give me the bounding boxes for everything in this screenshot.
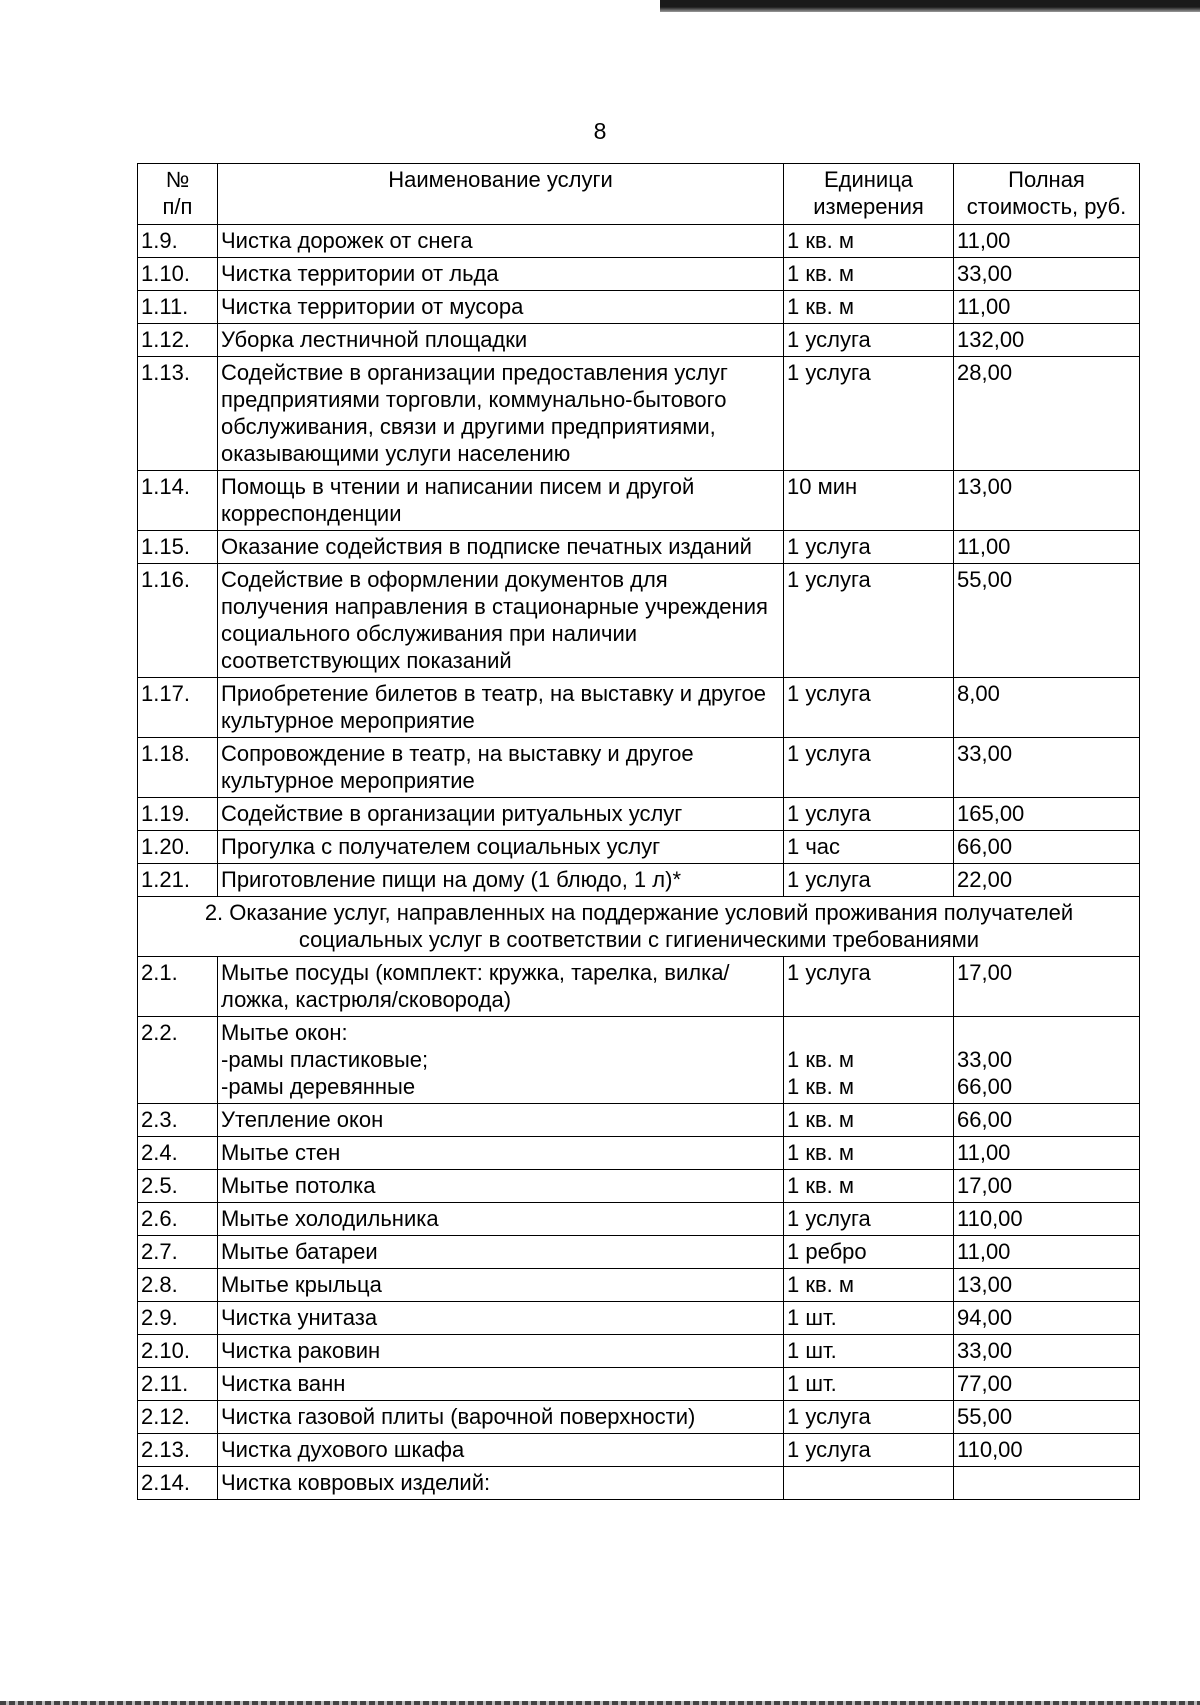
row-number: 2.3. bbox=[138, 1104, 218, 1137]
row-unit: 1 услуга bbox=[784, 564, 954, 678]
table-row bbox=[138, 1104, 1140, 1137]
table-row bbox=[138, 1137, 1140, 1170]
row-service-name: Чистка ванн bbox=[218, 1368, 784, 1401]
row-number: 1.17. bbox=[138, 678, 218, 738]
row-service-name: Помощь в чтении и написании писем и другой корреспонденции bbox=[218, 471, 784, 531]
row-service-name: Чистка газовой плиты (варочной поверхности) bbox=[218, 1401, 784, 1434]
row-service-name: Сопровождение в театр, на выставку и другое культурное мероприятие bbox=[218, 738, 784, 798]
row-unit: 1 услуга bbox=[784, 864, 954, 897]
row-number: 1.13. bbox=[138, 357, 218, 471]
row-unit: 1 услуга bbox=[784, 531, 954, 564]
row-unit: 1 услуга bbox=[784, 1203, 954, 1236]
row-cost: 11,00 bbox=[954, 225, 1140, 258]
row-number: 2.7. bbox=[138, 1236, 218, 1269]
row-cost: 11,00 bbox=[954, 531, 1140, 564]
row-service-name: Чистка территории от мусора bbox=[218, 291, 784, 324]
row-service-name: Приготовление пищи на дому (1 блюдо, 1 л)* bbox=[218, 864, 784, 897]
row-service-name: Чистка раковин bbox=[218, 1335, 784, 1368]
row-service-name: Утепление окон bbox=[218, 1104, 784, 1137]
section-heading-row bbox=[138, 897, 1140, 957]
table-row bbox=[138, 1269, 1140, 1302]
table-row bbox=[138, 564, 1140, 678]
row-service-name: Чистка территории от льда bbox=[218, 258, 784, 291]
row-service-name: Мытье посуды (комплект: кружка, тарелка, вилка/ложка, кастрюля/сковорода) bbox=[218, 957, 784, 1017]
header-unit: Единица измерения bbox=[784, 164, 954, 225]
row-unit bbox=[784, 1467, 954, 1500]
row-cost: 33,00 bbox=[954, 738, 1140, 798]
scan-edge-top bbox=[660, 0, 1200, 12]
row-unit: 1 услуга bbox=[784, 324, 954, 357]
row-service-name: Содействие в оформлении документов для получения направления в стационарные учреждения социального обслуживания при наличии соответствующих показаний bbox=[218, 564, 784, 678]
page-number: 8 bbox=[593, 118, 607, 144]
row-service-name: Прогулка с получателем социальных услуг bbox=[218, 831, 784, 864]
row-number: 1.19. bbox=[138, 798, 218, 831]
row-number: 2.13. bbox=[138, 1434, 218, 1467]
row-cost: 28,00 bbox=[954, 357, 1140, 471]
row-service-name: Мытье батареи bbox=[218, 1236, 784, 1269]
row-service-name: Мытье крыльца bbox=[218, 1269, 784, 1302]
row-cost: 55,00 bbox=[954, 564, 1140, 678]
services-price-table bbox=[137, 163, 1140, 1500]
table-row bbox=[138, 1368, 1140, 1401]
row-unit: 1 услуга bbox=[784, 957, 954, 1017]
row-cost: 110,00 bbox=[954, 1203, 1140, 1236]
row-service-name: Мытье стен bbox=[218, 1137, 784, 1170]
row-unit: 1 кв. м bbox=[784, 1269, 954, 1302]
row-service-name: Мытье потолка bbox=[218, 1170, 784, 1203]
row-number: 1.15. bbox=[138, 531, 218, 564]
row-number: 2.14. bbox=[138, 1467, 218, 1500]
table-row bbox=[138, 1203, 1140, 1236]
table-body-section-2 bbox=[138, 897, 1140, 1104]
row-unit: 1 шт. bbox=[784, 1368, 954, 1401]
row-unit: 1 кв. м bbox=[784, 1137, 954, 1170]
row-unit: 1 услуга bbox=[784, 1434, 954, 1467]
row-number: 2.10. bbox=[138, 1335, 218, 1368]
row-unit: 1 ребро bbox=[784, 1236, 954, 1269]
row-service-name: Мытье окон: -рамы пластиковые; -рамы деревянные bbox=[218, 1017, 784, 1104]
row-number: 2.5. bbox=[138, 1170, 218, 1203]
row-cost: 66,00 bbox=[954, 1104, 1140, 1137]
row-unit: 1 кв. м bbox=[784, 225, 954, 258]
row-unit: 1 услуга bbox=[784, 1401, 954, 1434]
row-cost: 132,00 bbox=[954, 324, 1140, 357]
table-row bbox=[138, 831, 1140, 864]
row-cost: 11,00 bbox=[954, 1236, 1140, 1269]
row-number: 2.4. bbox=[138, 1137, 218, 1170]
row-cost: 11,00 bbox=[954, 291, 1140, 324]
row-unit: 1 услуга bbox=[784, 738, 954, 798]
table-body-section-1 bbox=[138, 225, 1140, 897]
row-cost: 13,00 bbox=[954, 471, 1140, 531]
row-cost: 11,00 bbox=[954, 1137, 1140, 1170]
row-unit: 1 час bbox=[784, 831, 954, 864]
row-number: 2.8. bbox=[138, 1269, 218, 1302]
row-unit: 1 услуга bbox=[784, 798, 954, 831]
row-cost: 22,00 bbox=[954, 864, 1140, 897]
table-body-section-2-rest bbox=[138, 1104, 1140, 1500]
table-row bbox=[138, 1302, 1140, 1335]
table-row bbox=[138, 225, 1140, 258]
table-row bbox=[138, 258, 1140, 291]
table-row bbox=[138, 1170, 1140, 1203]
row-number: 1.9. bbox=[138, 225, 218, 258]
header-service-name: Наименование услуги bbox=[218, 164, 784, 225]
row-cost: 33,00 bbox=[954, 1335, 1140, 1368]
row-number: 1.14. bbox=[138, 471, 218, 531]
row-cost: 66,00 bbox=[954, 831, 1140, 864]
row-number: 1.10. bbox=[138, 258, 218, 291]
table-row bbox=[138, 1434, 1140, 1467]
table-row bbox=[138, 1017, 1140, 1104]
row-service-name: Уборка лестничной площадки bbox=[218, 324, 784, 357]
table-row bbox=[138, 1236, 1140, 1269]
row-service-name: Чистка дорожек от снега bbox=[218, 225, 784, 258]
table-row bbox=[138, 357, 1140, 471]
row-number: 1.12. bbox=[138, 324, 218, 357]
table-row bbox=[138, 324, 1140, 357]
table-row bbox=[138, 1401, 1140, 1434]
row-service-name: Мытье холодильника bbox=[218, 1203, 784, 1236]
row-unit: 1 кв. м bbox=[784, 1104, 954, 1137]
table-row bbox=[138, 957, 1140, 1017]
row-unit: 1 кв. м 1 кв. м bbox=[784, 1017, 954, 1104]
row-number: 1.11. bbox=[138, 291, 218, 324]
row-service-name: Чистка ковровых изделий: bbox=[218, 1467, 784, 1500]
row-cost bbox=[954, 1467, 1140, 1500]
row-cost: 33,00 bbox=[954, 258, 1140, 291]
row-cost: 13,00 bbox=[954, 1269, 1140, 1302]
table-row bbox=[138, 798, 1140, 831]
row-unit: 1 шт. bbox=[784, 1335, 954, 1368]
row-service-name: Чистка унитаза bbox=[218, 1302, 784, 1335]
row-number: 1.18. bbox=[138, 738, 218, 798]
table-row bbox=[138, 1335, 1140, 1368]
header-number: № п/п bbox=[138, 164, 218, 225]
row-cost: 17,00 bbox=[954, 1170, 1140, 1203]
row-service-name: Оказание содействия в подписке печатных изданий bbox=[218, 531, 784, 564]
row-cost: 165,00 bbox=[954, 798, 1140, 831]
row-unit: 1 услуга bbox=[784, 678, 954, 738]
row-unit: 10 мин bbox=[784, 471, 954, 531]
table-row bbox=[138, 531, 1140, 564]
row-service-name: Чистка духового шкафа bbox=[218, 1434, 784, 1467]
row-cost: 94,00 bbox=[954, 1302, 1140, 1335]
row-unit: 1 кв. м bbox=[784, 258, 954, 291]
table-row bbox=[138, 471, 1140, 531]
row-number: 2.9. bbox=[138, 1302, 218, 1335]
table-header-row bbox=[138, 164, 1140, 225]
scan-edge-bottom bbox=[0, 1701, 1200, 1705]
row-service-name: Содействие в организации ритуальных услуг bbox=[218, 798, 784, 831]
row-number: 2.12. bbox=[138, 1401, 218, 1434]
row-cost: 17,00 bbox=[954, 957, 1140, 1017]
row-number: 2.2. bbox=[138, 1017, 218, 1104]
table-row bbox=[138, 864, 1140, 897]
table-row bbox=[138, 291, 1140, 324]
row-number: 2.1. bbox=[138, 957, 218, 1017]
row-number: 1.20. bbox=[138, 831, 218, 864]
row-unit: 1 шт. bbox=[784, 1302, 954, 1335]
header-cost: Полная стоимость, руб. bbox=[954, 164, 1140, 225]
row-unit: 1 услуга bbox=[784, 357, 954, 471]
row-cost: 77,00 bbox=[954, 1368, 1140, 1401]
row-service-name: Содействие в организации предоставления услуг предприятиями торговли, коммунально-бытового обслуживания, связи и другими предприятиями, оказывающими услуги населению bbox=[218, 357, 784, 471]
row-cost: 33,00 66,00 bbox=[954, 1017, 1140, 1104]
row-number: 2.6. bbox=[138, 1203, 218, 1236]
section-2-heading: 2. Оказание услуг, направленных на поддержание условий проживания получателей социальных услуг в соответствии с гигиеническими требованиями bbox=[138, 897, 1140, 957]
row-service-name: Приобретение билетов в театр, на выставку и другое культурное мероприятие bbox=[218, 678, 784, 738]
row-number: 2.11. bbox=[138, 1368, 218, 1401]
row-number: 1.21. bbox=[138, 864, 218, 897]
row-unit: 1 кв. м bbox=[784, 1170, 954, 1203]
row-cost: 110,00 bbox=[954, 1434, 1140, 1467]
row-unit: 1 кв. м bbox=[784, 291, 954, 324]
table-row bbox=[138, 738, 1140, 798]
table-row bbox=[138, 678, 1140, 738]
row-cost: 55,00 bbox=[954, 1401, 1140, 1434]
table-row bbox=[138, 1467, 1140, 1500]
row-cost: 8,00 bbox=[954, 678, 1140, 738]
row-number: 1.16. bbox=[138, 564, 218, 678]
